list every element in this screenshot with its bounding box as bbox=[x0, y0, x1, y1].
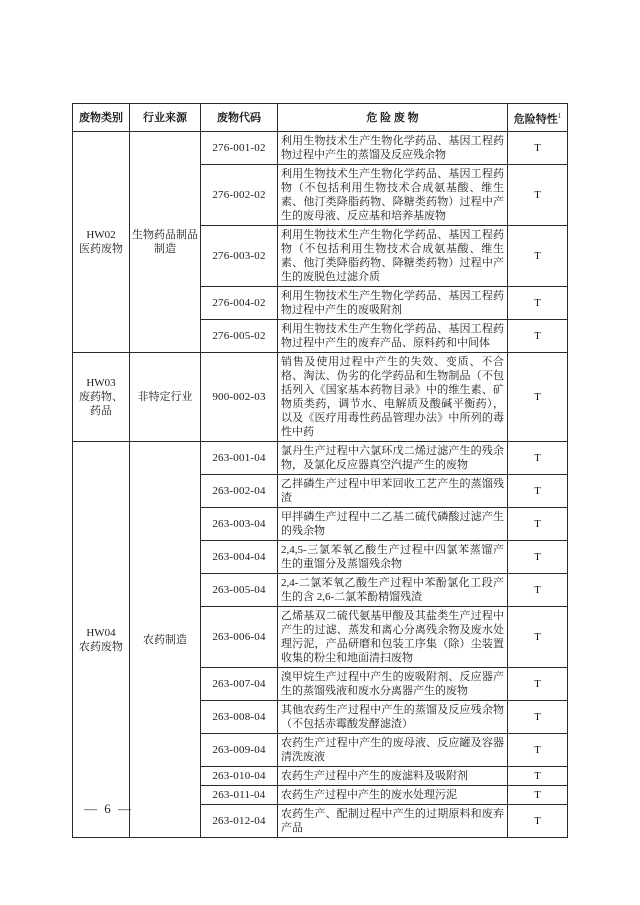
industry-source-cell: 非特定行业 bbox=[130, 353, 201, 442]
category-name: 医药废物 bbox=[79, 243, 123, 255]
waste-description: 氯丹生产过程中六氯环戊二烯过滤产生的残余物，及氯化反应器真空汽提产生的废物 bbox=[278, 442, 508, 475]
industry-source-cell: 生物药品制品制造 bbox=[130, 132, 201, 353]
col-header-waste-category: 废物类别 bbox=[73, 104, 130, 132]
hazard-property: T bbox=[508, 541, 568, 574]
industry-source-cell: 农药制造 bbox=[130, 442, 201, 838]
waste-code: 263-012-04 bbox=[201, 805, 278, 838]
waste-description: 利用生物技术生产生物化学药品、基因工程药物过程中产生的废弃产品、原料药和中间体 bbox=[278, 320, 508, 353]
waste-code: 276-001-02 bbox=[201, 132, 278, 165]
waste-code: 263-010-04 bbox=[201, 767, 278, 786]
col-header-industry-source: 行业来源 bbox=[130, 104, 201, 132]
waste-code: 900-002-03 bbox=[201, 353, 278, 442]
waste-code: 276-005-02 bbox=[201, 320, 278, 353]
hazard-property: T bbox=[508, 475, 568, 508]
waste-code: 263-005-04 bbox=[201, 574, 278, 607]
waste-code: 276-004-02 bbox=[201, 287, 278, 320]
hazard-property: T bbox=[508, 508, 568, 541]
hazard-property: T bbox=[508, 701, 568, 734]
category-name: 废药物、药品 bbox=[79, 391, 123, 417]
hazard-property: T bbox=[508, 287, 568, 320]
waste-description: 乙拌磷生产过程中甲苯回收工艺产生的蒸馏残渣 bbox=[278, 475, 508, 508]
waste-description: 利用生物技术生产生物化学药品、基因工程药物过程中产生的蒸馏及反应残余物 bbox=[278, 132, 508, 165]
waste-description: 2,4,5-三氯苯氧乙酸生产过程中四氯苯蒸馏产生的重馏分及蒸馏残余物 bbox=[278, 541, 508, 574]
hazard-property: T bbox=[508, 805, 568, 838]
hazard-property: T bbox=[508, 442, 568, 475]
waste-code: 263-004-04 bbox=[201, 541, 278, 574]
table-row bbox=[73, 132, 568, 165]
waste-description: 利用生物技术生产生物化学药品、基因工程药物（不包括利用生物技术合成氨基酸、维生素、他汀类降脂药物、降糖类药物）过程中产生的废母液、反应基和培养基废物 bbox=[278, 165, 508, 226]
waste-description: 销售及使用过程中产生的失效、变质、不合格、淘汰、伪劣的化学药品和生物制品（不包括列入《国家基本药物目录》中的维生素、矿物质类药，调节水、电解质及酸碱平衡药），以及《医疗用毒性药品管理办法》中所列的毒性中药 bbox=[278, 353, 508, 442]
category-code: HW04 bbox=[86, 626, 116, 639]
hazard-property: T bbox=[508, 226, 568, 287]
waste-code: 263-003-04 bbox=[201, 508, 278, 541]
hazard-property: T bbox=[508, 574, 568, 607]
table-header bbox=[73, 104, 568, 132]
hazard-property: T bbox=[508, 132, 568, 165]
hazard-property: T bbox=[508, 353, 568, 442]
col-header-hazardous-waste: 危 险 废 物 bbox=[278, 104, 508, 132]
table-row bbox=[73, 442, 568, 475]
hazard-property: T bbox=[508, 607, 568, 668]
hazard-property: T bbox=[508, 320, 568, 353]
hazard-property: T bbox=[508, 668, 568, 701]
waste-description: 溴甲烷生产过程中产生的废吸附剂、反应器产生的蒸馏残液和废水分离器产生的废物 bbox=[278, 668, 508, 701]
waste-code: 263-008-04 bbox=[201, 701, 278, 734]
waste-code: 263-011-04 bbox=[201, 786, 278, 805]
hazard-property: T bbox=[508, 165, 568, 226]
waste-code: 263-001-04 bbox=[201, 442, 278, 475]
waste-code: 276-003-02 bbox=[201, 226, 278, 287]
waste-code: 263-009-04 bbox=[201, 734, 278, 767]
waste-code: 263-002-04 bbox=[201, 475, 278, 508]
waste-code: 276-002-02 bbox=[201, 165, 278, 226]
waste-code: 263-006-04 bbox=[201, 607, 278, 668]
waste-description: 农药生产过程中产生的废水处理污泥 bbox=[278, 786, 508, 805]
waste-code: 263-007-04 bbox=[201, 668, 278, 701]
waste-description: 其他农药生产过程中产生的蒸馏及反应残余物（不包括赤霉酸发酵滤渣） bbox=[278, 701, 508, 734]
waste-description: 农药生产、配制过程中产生的过期原料和废弃产品 bbox=[278, 805, 508, 838]
waste-description: 利用生物技术生产生物化学药品、基因工程药物（不包括利用生物技术合成氨基酸、维生素、他汀类降脂药物、降糖类药物）过程中产生的废脱色过滤介质 bbox=[278, 226, 508, 287]
page-number: — 6 — bbox=[84, 801, 133, 816]
hazard-property: T bbox=[508, 734, 568, 767]
col-header-hazard-property bbox=[508, 104, 568, 132]
hazard-property: T bbox=[508, 767, 568, 786]
waste-description: 利用生物技术生产生物化学药品、基因工程药物过程中产生的废吸附剂 bbox=[278, 287, 508, 320]
category-name: 农药废物 bbox=[79, 640, 123, 653]
waste-category-cell bbox=[73, 132, 130, 353]
category-code: HW02 bbox=[86, 229, 116, 241]
waste-description: 农药生产过程中产生的废滤料及吸附剂 bbox=[278, 767, 508, 786]
waste-description: 2,4-二氯苯氧乙酸生产过程中苯酚氯化工段产生的含 2,6-二氯苯酚精馏残渣 bbox=[278, 574, 508, 607]
footnote-marker: 1 bbox=[557, 111, 562, 120]
hazardous-waste-table bbox=[72, 103, 568, 838]
header-row bbox=[73, 104, 568, 132]
col-header-hazard-label: 危险特性 bbox=[513, 113, 558, 126]
col-header-waste-code: 废物代码 bbox=[201, 104, 278, 132]
waste-description: 乙烯基双二硫代氨基甲酸及其盐类生产过程中产生的过滤、蒸发和离心分离残余物及废水处理污泥，产品研磨和包装工序集（除）尘装置收集的粉尘和地面清扫废物 bbox=[278, 607, 508, 668]
waste-description: 甲拌磷生产过程中二乙基二硫代磷酸过滤产生的残余物 bbox=[278, 508, 508, 541]
table-row bbox=[73, 353, 568, 442]
waste-category-cell bbox=[73, 442, 130, 838]
waste-category-cell bbox=[73, 353, 130, 442]
category-code: HW03 bbox=[86, 377, 116, 389]
waste-description: 农药生产过程中产生的废母液、反应罐及容器清洗废液 bbox=[278, 734, 508, 767]
hazard-property: T bbox=[508, 786, 568, 805]
